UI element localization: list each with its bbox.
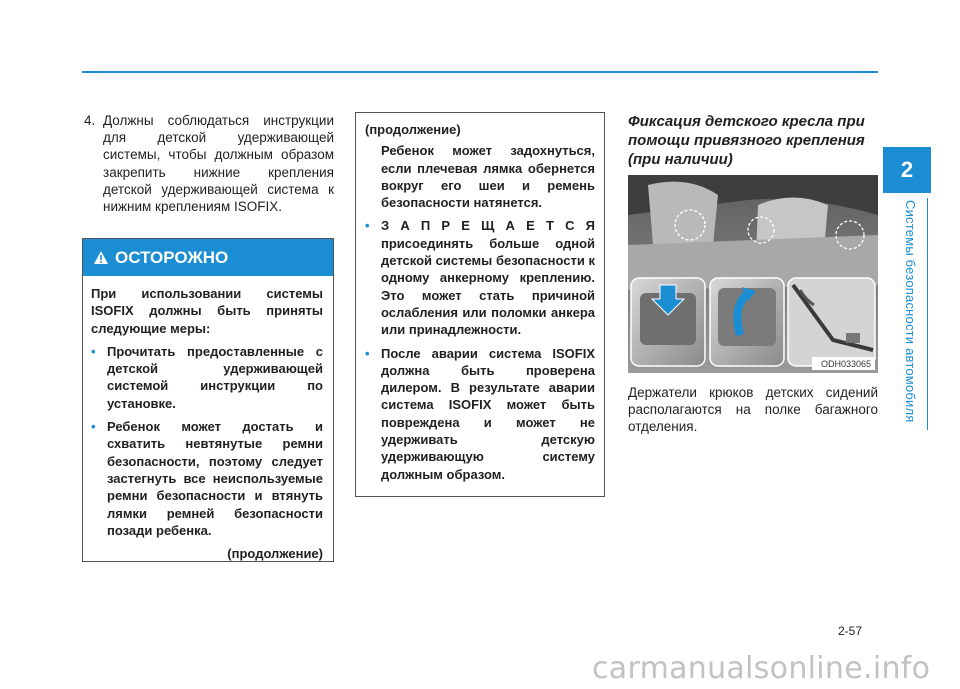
warning-bullet-text: Ребенок может достать и схватить невтянутые ремни безопасности, поэтому следует застегнуть все неиспользуемые ремни безопасности и втянуть лямки ремней безопасности позади ребенка. — [107, 419, 323, 538]
item-text: Должны соблюдаться инструкции для детской удерживающей системы, чтобы должным образом закрепить нижние крепления детской удерживающей система к нижним креплениям ISOFIX. — [103, 113, 334, 215]
warning-triangle-icon — [93, 250, 109, 265]
warning-bullet — [91, 343, 323, 412]
chapter-number: 2 — [900, 157, 914, 182]
continued-note: (продолжение) — [227, 546, 323, 562]
warning-intro: При использовании системы ISOFIX должны быть приняты следующие меры: — [91, 286, 323, 336]
bullet-dot-icon: • — [91, 419, 96, 435]
continuation-bullet-text: После аварии система ISOFIX должна быть проверена дилером. В результате аварии система ISOFIX может быть повреждена и может не удерживать детскую удерживающую систему должным образом. — [381, 345, 595, 482]
warning-title: ОСТОРОЖНО — [115, 247, 229, 267]
item-number: 4. — [84, 113, 96, 128]
warning-box — [82, 238, 334, 562]
warning-header — [83, 239, 333, 276]
continuation-paragraph: Ребенок может задохнуться, если плечевая лямка обернется вокруг его шеи и ремень безопасности натянется. — [381, 143, 595, 211]
header-rule — [82, 71, 878, 73]
page-number: 2-57 — [838, 624, 863, 638]
photo-code: ODH033065 — [820, 359, 871, 369]
bullet-dot-icon: • — [91, 343, 96, 359]
chapter-number-tab — [883, 147, 931, 193]
bullet-dot-icon: • — [365, 345, 370, 361]
continuation-box — [355, 112, 605, 497]
bullet-dot-icon: • — [365, 218, 370, 234]
tether-anchor-photo — [628, 175, 878, 373]
instruction-item-4 — [84, 112, 334, 215]
continuation-bullet — [365, 217, 595, 338]
chapter-side-rule — [927, 198, 928, 430]
warning-bullet-text: Прочитать предоставленные с детской удерживающей системой инструкции по установке. — [107, 343, 323, 411]
continuation-heading: (продолжение) — [365, 122, 461, 137]
section-title: Фиксация детского кресла при помощи привязного крепления (при наличии) — [628, 113, 865, 168]
warning-bullet — [91, 418, 323, 539]
chapter-title: Системы безопасности автомобиля — [903, 200, 918, 423]
continuation-bullet-text: З А П Р Е Щ А Е Т С Я присоединять больше одной детской системы безопасности к одному анкерному креплению. Это может стать причиной ослабления или поломки анкера или принадлежности. — [381, 218, 595, 338]
section-body-text: Держатели крюков детских сидений располагаются на полке багажного отделения. — [628, 385, 878, 435]
continuation-bullet — [365, 345, 595, 483]
watermark: carmanualsonline.info — [592, 651, 931, 686]
warning-body — [83, 276, 333, 562]
